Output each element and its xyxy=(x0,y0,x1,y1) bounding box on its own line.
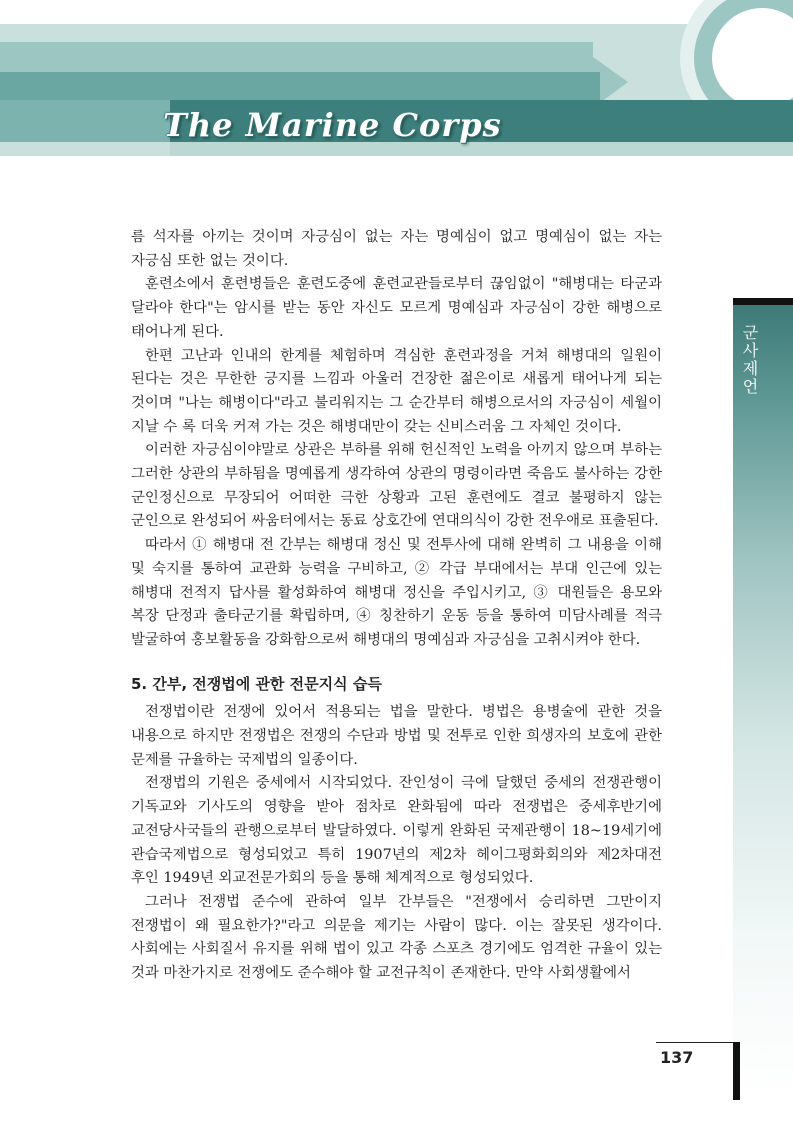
paragraph: 훈련소에서 훈련병들은 훈련도중에 훈련교관들로부터 끊임없이 "해병대는 타군과 달라야 한다"는 암시를 받는 동안 자신도 모르게 명예심과 자긍심이 강한 해병으로 태어나게 된다. xyxy=(131,276,662,340)
paragraph: 전쟁법의 기원은 중세에서 시작되었다. 잔인성이 극에 달했던 중세의 전쟁관행이 기독교와 기사도의 영향을 받아 점차로 완화됨에 따라 전쟁법은 중세후반기에 교전당사국들의 관행으로부터 발달하였다. 이렇게 완화된 국제관행이 18~19세기에 관습국제법으로 형성되었고 특히 1907년의 제2차 헤이그평화회의와 제2차대전 후인 1949년 외교전문가회의 등을 통해 체계적으로 형성되었다. xyxy=(131,775,662,887)
side-tab xyxy=(733,298,793,1098)
paragraph: 전쟁법이란 전쟁에 있어서 적용되는 법을 말한다. 병법은 용병술에 관한 것을 내용으로 하지만 전쟁법은 전쟁의 수단과 방법 및 전투로 인한 희생자의 보호에 관한 문제를 규율하는 국제법의 일종이다. xyxy=(131,704,662,768)
paragraph: 그러나 전쟁법 준수에 관하여 일부 간부들은 "전쟁에서 승리하면 그만이지 전쟁법이 왜 필요한가?"라고 의문을 제기는 사람이 많다. 이는 잘못된 생각이다. 사회에는 사회질서 유지를 위해 법이 있고 각종 스포츠 경기에도 엄격한 규율이 있는 것과 마찬가지로 전쟁에도 준수해야 할 교전규칙이 존재한다. 만약 사회생활에서 xyxy=(131,893,662,982)
paragraph: 한편 고난과 인내의 한계를 체험하며 격심한 훈련과정을 거쳐 해병대의 일원이 된다는 것은 무한한 긍지를 느낌과 아울러 건장한 젊은이로 새롭게 태어나게 되는 것이며 "나는 해병이다"라고 불리워지는 그 순간부터 해병으로서의 자긍심이 세월이 지날 수 록 더욱 커져 가는 것은 해병대만이 갖는 신비스러움 그 자체인 것이다. xyxy=(131,347,662,435)
article-body xyxy=(131,226,662,986)
header-title: The Marine Corps xyxy=(163,106,502,144)
paragraph: 름 석자를 아끼는 것이며 자긍심이 없는 자는 명예심이 없고 명예심이 없는 자는 자긍심 또한 없는 것이다. xyxy=(131,229,662,269)
header-banner-graphic xyxy=(0,0,793,200)
page-header xyxy=(0,0,793,200)
side-tab-top-bar xyxy=(733,298,793,305)
side-tab-gradient xyxy=(733,305,793,1098)
section-heading: 5. 간부, 전쟁법에 관한 전문지식 습득 xyxy=(131,674,382,693)
footer-rule xyxy=(656,1042,740,1043)
side-tab-label: 군사제언 xyxy=(740,324,759,396)
paragraph: 따라서 ① 해병대 전 간부는 해병대 정신 및 전투사에 대해 완벽히 그 내용을 이해 및 숙지를 통하여 교관화 능력을 구비하고, ② 각급 부대에서는 부대 인근에 있는 해병대 전적지 답사를 활성화하여 해병대 정신을 주입시키고, ③ 대원들은 용모와 복장 단정과 출타군기를 확립하며, ④ 칭찬하기 운동 등을 통하여 미담사례를 적극 발굴하여 홍보활동을 강화함으로써 해병대의 명예심과 자긍심을 고취시켜야 한다. xyxy=(131,537,662,648)
footer-bar xyxy=(733,1042,740,1100)
page-number: 137 xyxy=(660,1048,694,1067)
paragraph: 이러한 자긍심이야말로 상관은 부하를 위해 헌신적인 노력을 아끼지 않으며 부하는 그러한 상관의 부하됨을 명예롭게 생각하여 상관의 명령이라면 죽음도 불사하는 강한 군인정신으로 무장되어 어떠한 극한 상황과 고된 훈련에도 결코 불평하지 않는 군인으로 완성되어 싸움터에서는 동료 상호간에 연대의식이 강한 전우애로 표출된다. xyxy=(131,442,662,530)
